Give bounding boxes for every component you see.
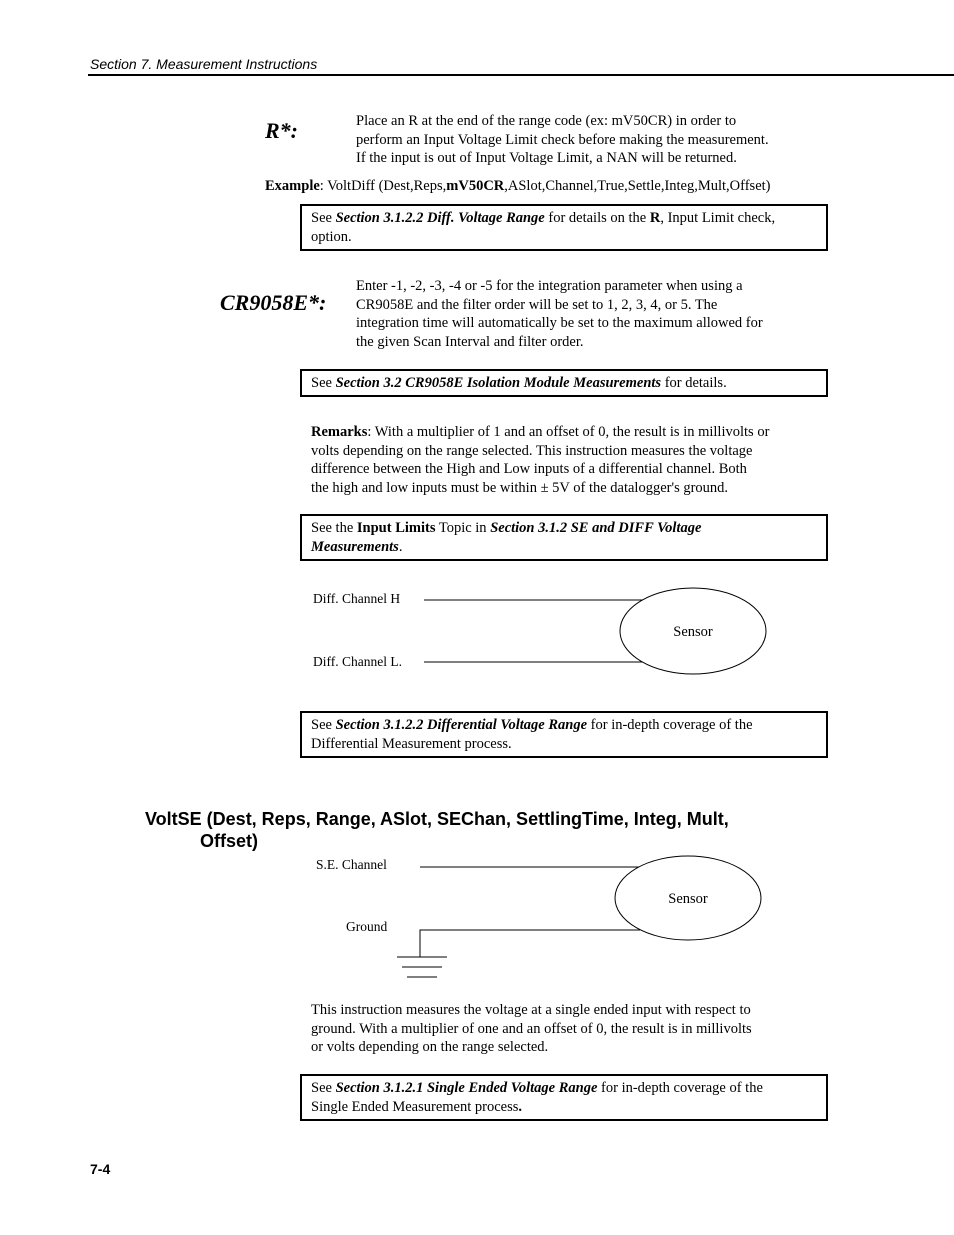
remarks-label: Remarks: [311, 424, 368, 440]
se-wiring: [397, 856, 761, 977]
cr9058e-note-box: See Section 3.2 CR9058E Isolation Module Measurements for details.: [300, 369, 828, 397]
example-label: Example: [265, 178, 320, 194]
r-option-line: perform an Input Voltage Limit check before making the measurement.: [356, 131, 769, 148]
input-limits-note-box: See the Input Limits Topic in Section 3.1.2 SE and DIFF Voltage Measurements.: [300, 514, 828, 561]
ground-label: Ground: [346, 919, 388, 934]
r-option-term: R*:: [265, 118, 298, 143]
section-reference: Section 3.1.2.2 Diff. Voltage Range: [335, 210, 545, 226]
diff-channel-high-label: Diff. Channel H: [313, 591, 401, 606]
r-option-note-box: See Section 3.1.2.2 Diff. Voltage Range for details on the R, Input Limit check, option.: [300, 204, 828, 251]
running-header: Section 7. Measurement Instructions: [90, 56, 318, 72]
voltse-heading: [145, 808, 729, 852]
example-suffix: ,ASlot,Channel,True,Settle,Integ,Mult,Offset): [504, 178, 771, 194]
remarks-paragraph: Remarks: With a multiplier of 1 and an offset of 0, the result is in millivolts or volts depending on the range selected. This instruction measures the voltage difference between the High and Low inputs of a differential channel. Both the high and low inputs must be within ± 5V of the datalogger's ground.: [311, 424, 770, 496]
cr9058e-line: CR9058E and the filter order will be set to 1, 2, 3, 4, or 5. The: [356, 296, 718, 313]
section-reference: Section 3.1.2.1 Single Ended Voltage Range: [335, 1080, 598, 1096]
diff-note-box: See Section 3.1.2.2 Differential Voltage Range for in-depth coverage of the Differential Measurement process.: [300, 711, 828, 758]
r-option-line: Place an R at the end of the range code (ex: mV50CR) in order to: [356, 113, 737, 129]
cr9058e-line: integration time will automatically be set to the maximum allowed for: [356, 315, 763, 331]
voltse-heading-line: Offset): [200, 831, 258, 851]
se-channel-label: S.E. Channel: [316, 857, 387, 872]
example-prefix: : VoltDiff (Dest,Reps,: [319, 178, 447, 194]
cr9058e-line: Enter -1, -2, -3, -4 or -5 for the integration parameter when using a: [356, 278, 743, 294]
se-note-box: See Section 3.1.2.1 Single Ended Voltage Range for in-depth coverage of the Single Ended Measurement process.: [300, 1074, 828, 1121]
voltse-heading-line: VoltSE (Dest, Reps, Range, ASlot, SEChan, SettlingTime, Integ, Mult,: [145, 809, 729, 829]
se-ground-wire: [420, 930, 640, 957]
r-option-line: If the input is out of Input Voltage Limit, a NAN will be returned.: [356, 150, 737, 166]
example-range-code: mV50CR: [446, 178, 505, 194]
cr9058e-line: the given Scan Interval and filter order.: [356, 333, 584, 350]
section-reference: Section 3.1.2 SE and DIFF Voltage: [490, 520, 702, 536]
cr9058e-option-term: CR9058E*:: [220, 290, 327, 315]
section-reference: Section 3.1.2.2 Differential Voltage Range: [335, 717, 588, 733]
diff-sensor-label: Sensor: [673, 624, 713, 640]
voltse-description: This instruction measures the voltage at a single ended input with respect to ground. With a multiplier of one and an offset of 0, the result is in millivolts or volts depending on the range selected.: [311, 1002, 752, 1055]
section-reference: Section 3.2 CR9058E Isolation Module Measurements: [335, 375, 662, 391]
page-number: 7-4: [90, 1161, 111, 1177]
se-sensor-label: Sensor: [668, 891, 708, 907]
diff-channel-low-label: Diff. Channel L.: [313, 654, 402, 669]
